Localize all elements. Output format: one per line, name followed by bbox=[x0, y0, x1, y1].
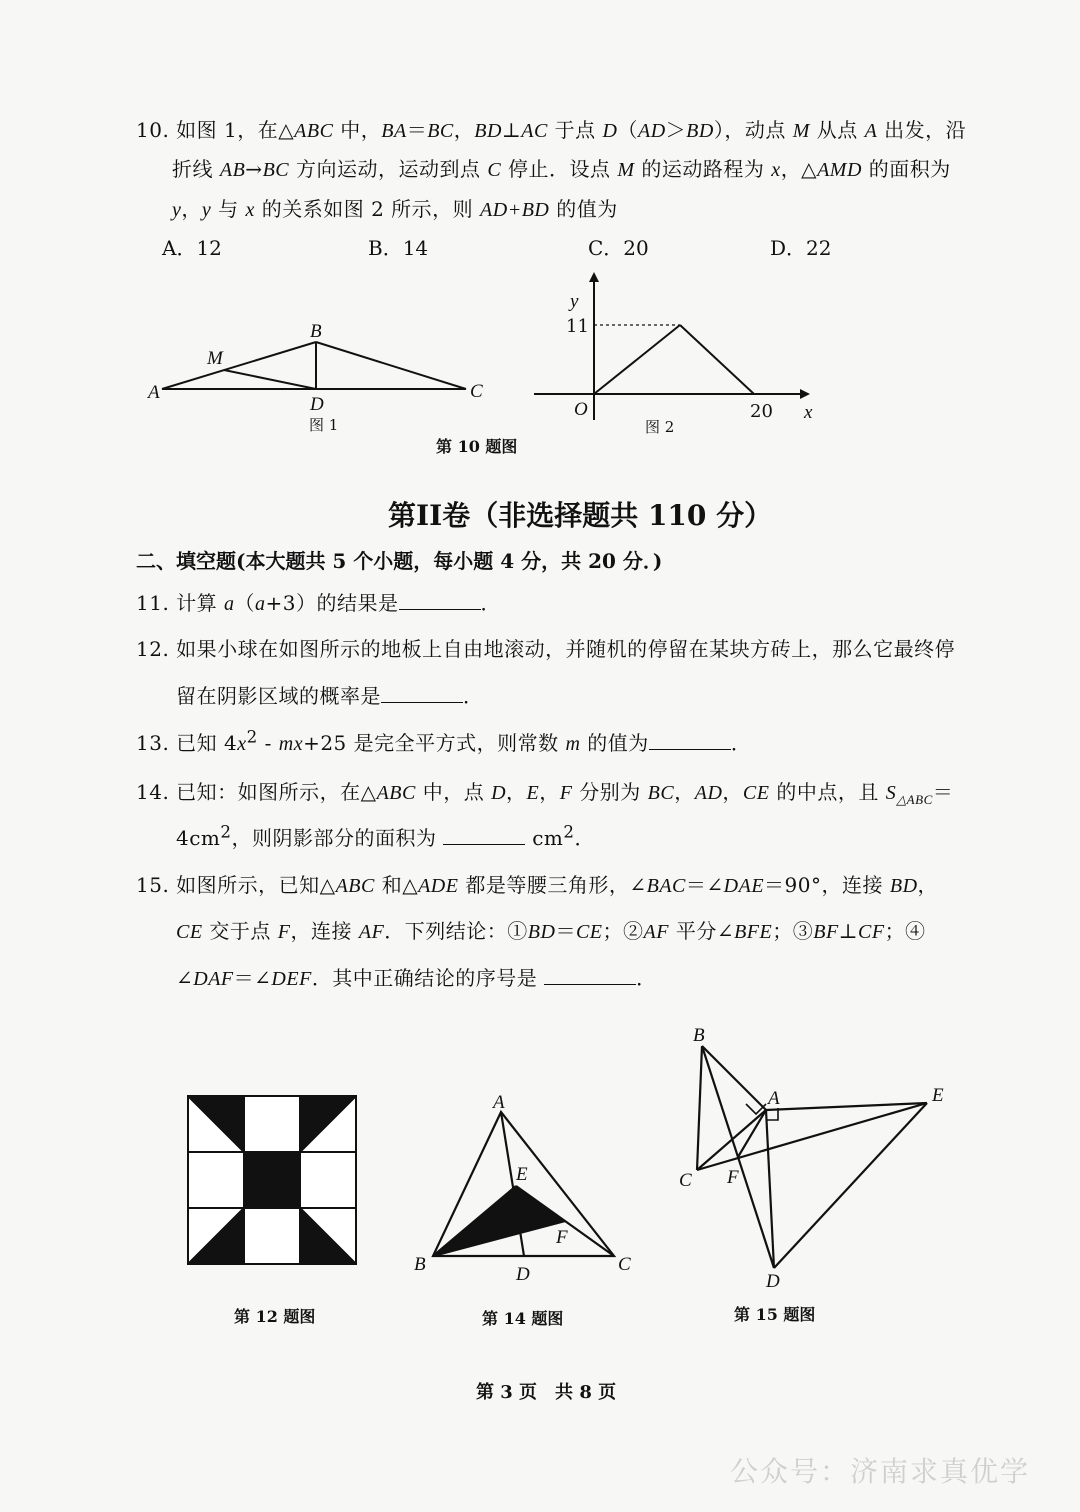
fig2-label-y: y bbox=[570, 291, 579, 312]
q15-line-3: ∠DAF＝∠DEF．其中正确结论的序号是 ． bbox=[176, 966, 657, 990]
q10-line-1: 10. 如图 1，在△ABC 中，BA＝BC，BD⊥AC 于点 D（AD＞BD），动点 M 从点 A 出发，沿 bbox=[136, 118, 967, 142]
watermark: 公众号：济南求真优学 bbox=[730, 1455, 1031, 1488]
fig15-label-A: A bbox=[768, 1088, 780, 1109]
fig2-label-x: x bbox=[804, 402, 813, 423]
fig1-label-M: M bbox=[207, 348, 223, 369]
fig15-label-F: F bbox=[727, 1167, 739, 1188]
fig14-label-B: B bbox=[414, 1254, 426, 1275]
q15-line-2: CE 交于点 F，连接 AF．下列结论：①BD＝CE；②AF 平分∠BFE；③BF⊥CF；④ bbox=[176, 919, 926, 943]
q14-line-1: 14. 已知：如图所示，在△ABC 中，点 D，E，F 分别为 BC，AD，CE 的中点，且 $S_{\triangle ABC}=$ bbox=[136, 780, 954, 807]
q14-line-2: $4cm^2$，则阴影部分的面积为 $cm^2$． bbox=[176, 822, 595, 850]
fig14-caption: 第 14 题图 bbox=[482, 1309, 564, 1328]
fig14-label-E: E bbox=[516, 1164, 528, 1185]
fig12-floor bbox=[188, 1096, 356, 1264]
fig15-label-B: B bbox=[693, 1025, 705, 1046]
page-footer: 第 3 页 共 8 页 bbox=[476, 1382, 617, 1403]
q10-option-c: C．20 bbox=[588, 236, 649, 260]
fig12-caption: 第 12 题图 bbox=[234, 1307, 316, 1326]
q12-line-2: 留在阴影区域的概率是 ． bbox=[176, 684, 484, 708]
q10-option-d: D．22 bbox=[770, 236, 832, 260]
fig2-tick-y: 11 bbox=[566, 316, 589, 337]
q13: 13. 已知 $4x^2 - mx+25$ 是完全平方式，则常数 m 的值为 ． bbox=[136, 727, 752, 755]
fig2-caption: 图 2 bbox=[645, 418, 675, 436]
fig15-label-C: C bbox=[679, 1170, 692, 1191]
fig15-label-E: E bbox=[932, 1085, 944, 1106]
q10-figure-caption: 第 10 题图 bbox=[436, 437, 518, 456]
fig15-triangles bbox=[697, 1046, 927, 1268]
fig1-label-D: D bbox=[310, 394, 324, 415]
fig15-label-D: D bbox=[766, 1271, 780, 1292]
fig2-tick-x: 20 bbox=[750, 401, 773, 422]
fig14-label-C: C bbox=[618, 1254, 631, 1275]
fig1-label-A: A bbox=[148, 382, 160, 403]
fig2-label-O: O bbox=[574, 399, 588, 420]
fig1-label-C: C bbox=[470, 381, 483, 402]
q10-line-2: 折线 AB→BC 方向运动，运动到点 C 停止．设点 M 的运动路程为 x，△AMD 的面积为 bbox=[172, 157, 951, 181]
fig1-label-B: B bbox=[310, 321, 322, 342]
fig1-caption: 图 1 bbox=[309, 416, 339, 434]
part2-title: 第II卷（非选择题共 110 分） bbox=[388, 499, 773, 532]
q15-line-1: 15. 如图所示，已知△ABC 和△ADE 都是等腰三角形，∠BAC＝∠DAE＝90°，连接 BD， bbox=[136, 873, 939, 897]
fig15-caption: 第 15 题图 bbox=[734, 1305, 816, 1324]
q10-option-a: A．12 bbox=[162, 236, 222, 260]
q10-option-b: B．14 bbox=[368, 236, 429, 260]
q12-line-1: 12. 如果小球在如图所示的地板上自由地滚动，并随机的停留在某块方砖上，那么它最终停 bbox=[136, 637, 956, 661]
fig14-label-F: F bbox=[556, 1227, 568, 1248]
section2-heading: 二、填空题(本大题共 5 个小题，每小题 4 分，共 20 分．) bbox=[136, 549, 663, 573]
fig14-label-D: D bbox=[516, 1264, 530, 1285]
q10-line-3: y，y 与 x 的关系如图 2 所示，则 AD+BD 的值为 bbox=[172, 197, 618, 221]
q11: 11. 计算 a（a+3）的结果是 ． bbox=[136, 591, 502, 615]
fig14-label-A: A bbox=[493, 1092, 505, 1113]
